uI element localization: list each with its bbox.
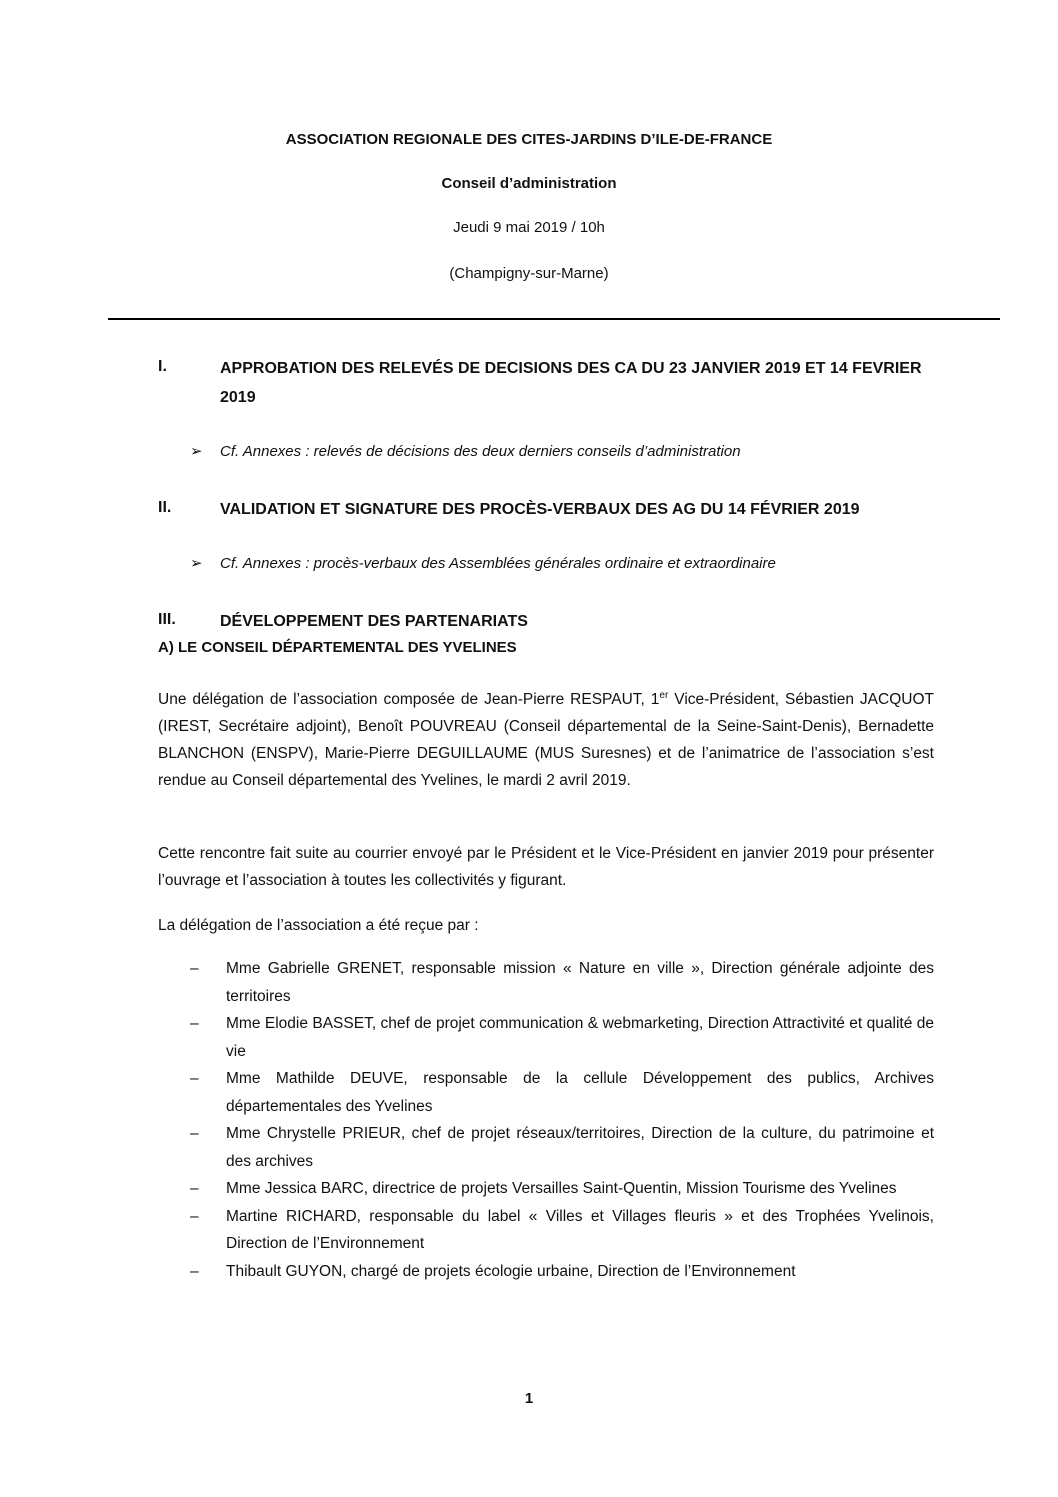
- arrow-bullet-icon: ➢: [190, 555, 203, 572]
- list-item-text: Martine RICHARD, responsable du label « Villes et Villages fleuris » et des Trophées Yvelinois, Direction de l’Environnement: [226, 1207, 934, 1252]
- dash-bullet: –: [190, 1262, 199, 1280]
- section-2-annex: [190, 554, 776, 572]
- section-1-number: I.: [158, 358, 167, 375]
- list-item: [190, 1203, 934, 1258]
- list-item-text: Mme Gabrielle GRENET, responsable mission « Nature en ville », Direction générale adjointe des territoires: [226, 960, 934, 1005]
- list-item: [190, 1010, 934, 1065]
- section-2-number: II.: [158, 499, 172, 516]
- section-1-annex-text: Cf. Annexes : relevés de décisions des deux derniers conseils d’administration: [220, 443, 741, 460]
- arrow-bullet-icon: ➢: [190, 443, 203, 460]
- list-item-text: Mme Mathilde DEUVE, responsable de la cellule Développement des publics, Archives départementales des Yvelines: [226, 1070, 934, 1115]
- section-1-title: APPROBATION DES RELEVÉS DE DECISIONS DES CA DU 23 JANVIER 2019 ET 14 FEVRIER 2019: [220, 360, 922, 406]
- list-item-text: Mme Jessica BARC, directrice de projets Versailles Saint-Quentin, Mission Tourisme des Yvelines: [226, 1180, 897, 1197]
- list-item-text: Mme Elodie BASSET, chef de projet communication & webmarketing, Direction Attractivité et qualité de vie: [226, 1015, 934, 1060]
- dash-bullet: –: [190, 1125, 199, 1142]
- organization-title: ASSOCIATION REGIONALE DES CITES-JARDINS D’ILE-DE-FRANCE: [285, 131, 773, 148]
- dash-bullet: –: [190, 1207, 199, 1225]
- paragraph-delegation: [158, 682, 934, 794]
- ordinal-superscript: er: [659, 690, 669, 701]
- section-2-title: VALIDATION ET SIGNATURE DES PROCÈS-VERBAUX DES AG DU 14 FÉVRIER 2019: [220, 501, 860, 518]
- meeting-title: Conseil d’administration: [441, 175, 617, 192]
- subsection-title: A) LE CONSEIL DÉPARTEMENTAL DES YVELINES: [158, 639, 517, 656]
- dash-bullet: –: [190, 1180, 199, 1197]
- attendee-list: [190, 955, 934, 1285]
- section-2-annex-text: Cf. Annexes : procès-verbaux des Assemblées générales ordinaire et extraordinaire: [220, 555, 776, 572]
- list-item: [190, 1258, 934, 1286]
- list-item: [190, 1120, 934, 1175]
- list-item: [190, 955, 934, 1010]
- header-divider: [108, 318, 1000, 320]
- paragraph-received-by: La délégation de l’association a été reçue par :: [158, 917, 479, 934]
- dash-bullet: –: [190, 1070, 199, 1087]
- list-item: [190, 1175, 934, 1203]
- section-1-annex: [190, 442, 741, 460]
- list-item-text: Thibault GUYON, chargé de projets écologie urbaine, Direction de l’Environnement: [226, 1262, 796, 1280]
- paragraph-delegation-part-1: Une délégation de l’association composée de Jean-Pierre RESPAUT, 1: [158, 691, 660, 709]
- section-3-number: III.: [158, 611, 176, 628]
- dash-bullet: –: [190, 960, 199, 977]
- page-number: 1: [524, 1390, 534, 1407]
- list-item: [190, 1065, 934, 1120]
- paragraph-meeting-context: Cette rencontre fait suite au courrier envoyé par le Président et le Vice-Président en janvier 2019 pour présenter l’ouvrage et l’association à toutes les collectivités y figurant.: [158, 845, 934, 889]
- paragraph-delegation-part-2: Vice-Président, Sébastien JACQUOT (IREST, Secrétaire adjoint), Benoît POUVREAU (Conseil départemental de la Seine-Saint-Denis), Bernadette BLANCHON (ENSPV), Marie-Pierre DEGUILLAUME (MUS Suresnes) et de l’animatrice de l’association s’est rendue au Conseil départemental des Yvelines, le mardi 2 avril 2019.: [158, 691, 934, 790]
- meeting-date: Jeudi 9 mai 2019 / 10h: [453, 219, 605, 236]
- section-3-title: DÉVELOPPEMENT DES PARTENARIATS: [220, 613, 528, 630]
- list-item-text: Mme Chrystelle PRIEUR, chef de projet réseaux/territoires, Direction de la culture, du patrimoine et des archives: [226, 1125, 934, 1170]
- meeting-place: (Champigny-sur-Marne): [449, 265, 609, 282]
- dash-bullet: –: [190, 1015, 199, 1032]
